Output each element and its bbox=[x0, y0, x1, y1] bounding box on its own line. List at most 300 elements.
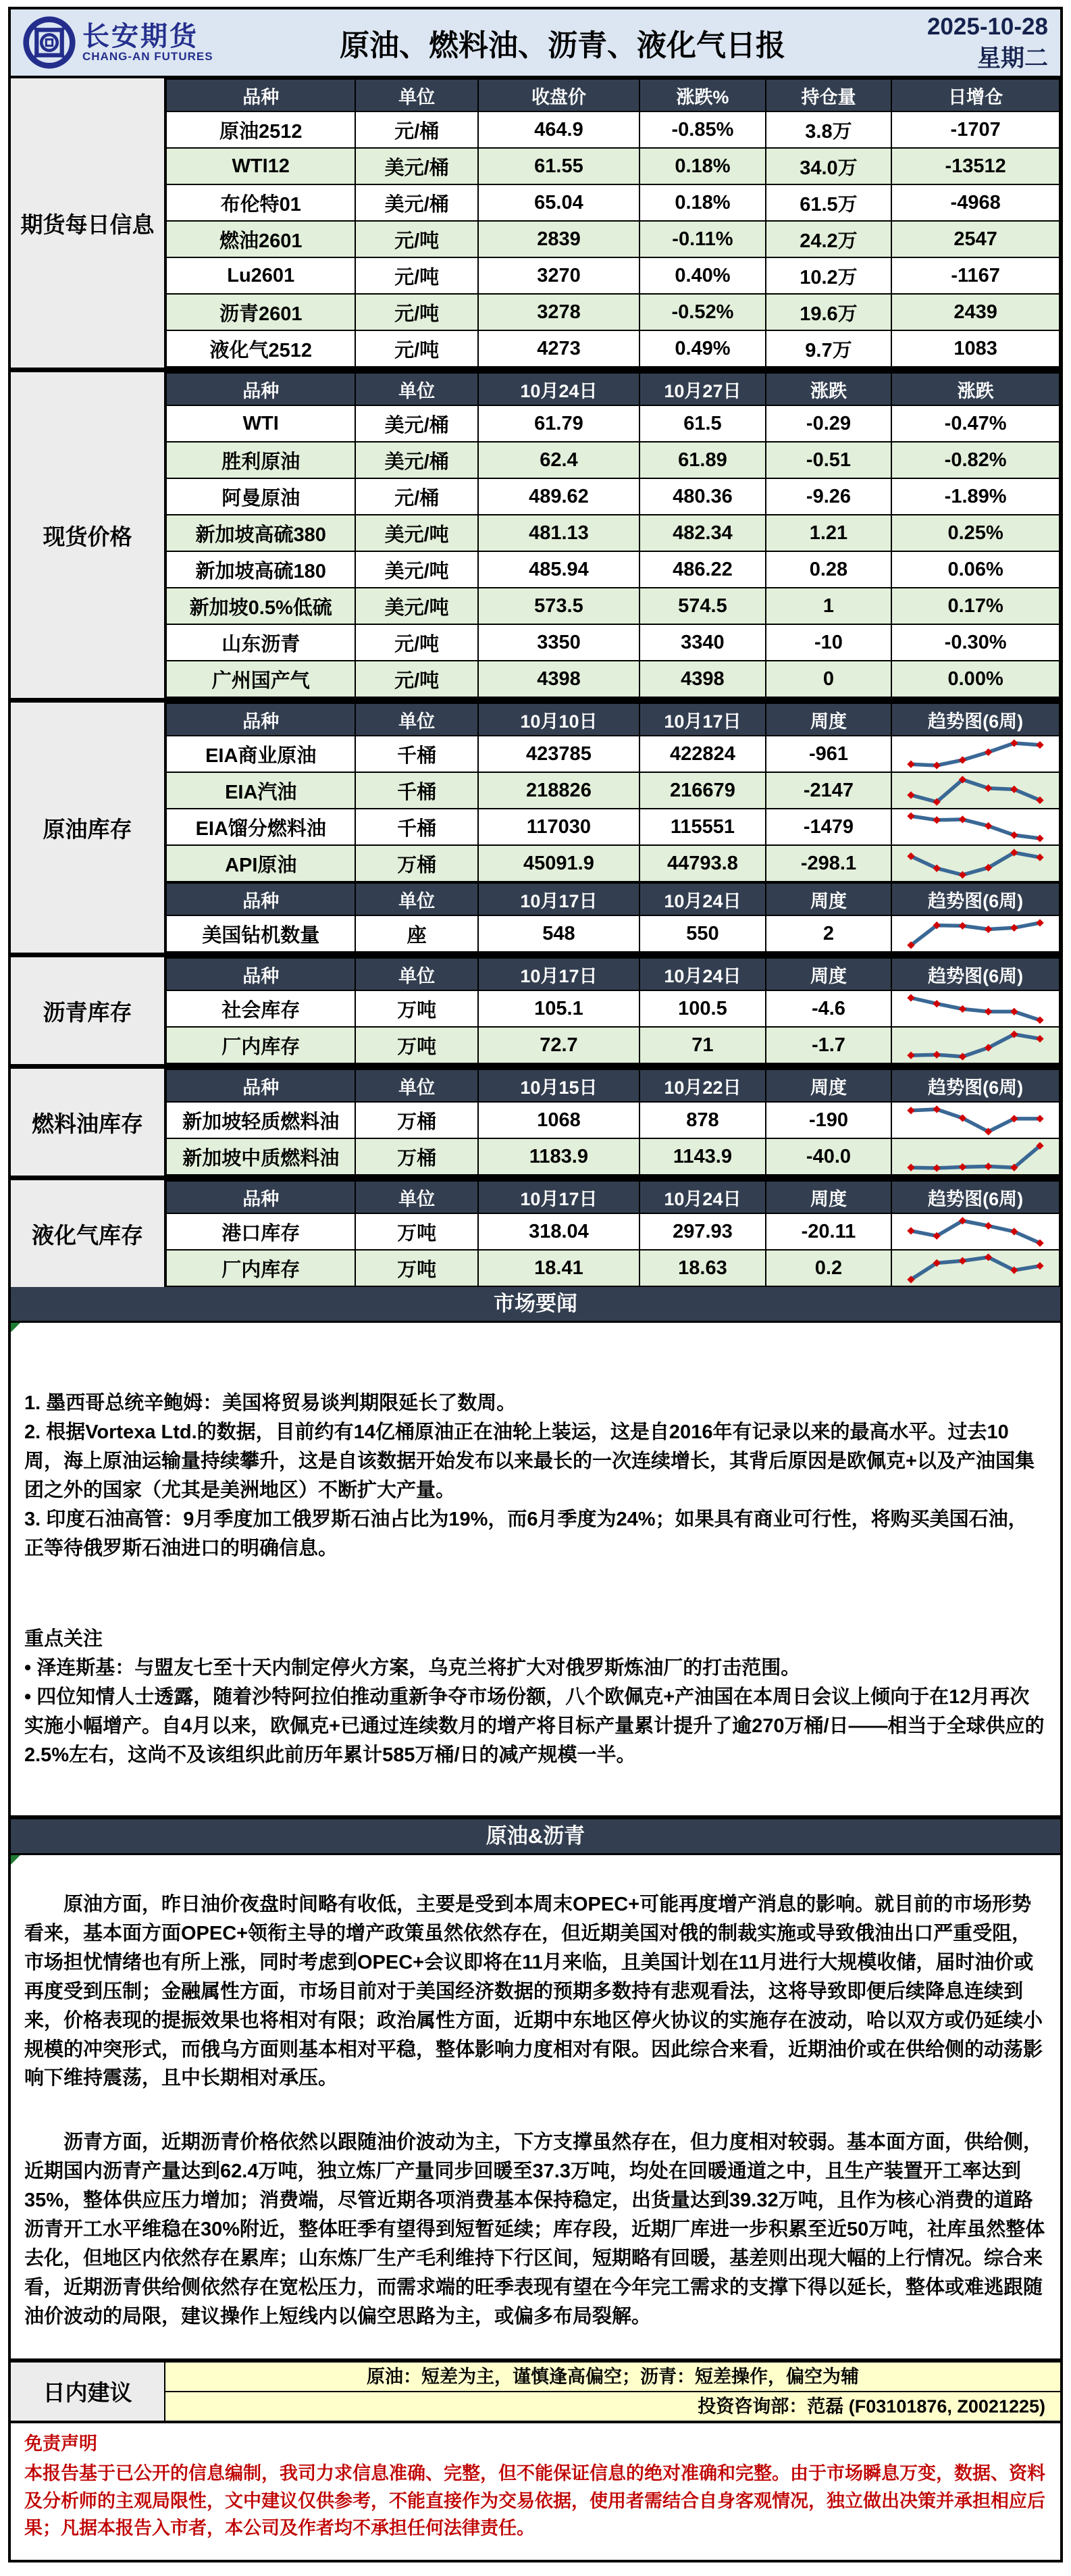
value-cell: 万吨 bbox=[355, 1027, 477, 1063]
value-cell: 万桶 bbox=[355, 1138, 477, 1175]
trend-cell bbox=[891, 736, 1060, 772]
value-cell: -190 bbox=[766, 1102, 892, 1138]
column-header: 周度 bbox=[766, 883, 892, 915]
value-cell: 0.2 bbox=[766, 1250, 892, 1286]
advice-label: 日内建议 bbox=[11, 2363, 165, 2421]
column-header: 收盘价 bbox=[478, 79, 639, 111]
value-cell: 2439 bbox=[891, 294, 1060, 330]
section-tables bbox=[165, 957, 1060, 1064]
value-cell: 423785 bbox=[478, 736, 639, 772]
value-cell: 61.5 bbox=[639, 405, 766, 442]
section-tables bbox=[165, 372, 1060, 698]
value-cell: 24.2万 bbox=[766, 221, 892, 257]
trend-sparkline-chart bbox=[903, 1141, 1048, 1172]
value-cell: 2 bbox=[766, 915, 892, 952]
value-cell: 4398 bbox=[478, 661, 639, 697]
row-name-cell: 社会库存 bbox=[166, 990, 355, 1027]
section-lpg-inventory bbox=[11, 1180, 1060, 1287]
logo-text bbox=[82, 22, 213, 63]
table-row bbox=[166, 515, 1060, 551]
value-cell: -1479 bbox=[766, 809, 892, 845]
text-line: • 四位知情人士透露，随着沙特阿拉伯推动重新争夺市场份额，八个欧佩克+产油国在本周日会议上倾向于在12月再次实施小幅增产。自4月以来，欧佩克+已通过连续数月的增产将目标产量累计提升了逾270万桶/日——相当于全球供应的2.5%左右，这尚不及该组织此前历年累计585万桶/日的减产规模一半。 bbox=[24, 1686, 1045, 1767]
trend-cell bbox=[891, 990, 1060, 1027]
row-name-cell: WTI bbox=[166, 405, 355, 442]
value-cell: 318.04 bbox=[478, 1213, 639, 1250]
header-row bbox=[166, 373, 1060, 405]
value-cell: -0.51 bbox=[766, 442, 892, 478]
value-cell: -1.89% bbox=[891, 478, 1060, 515]
table-row bbox=[166, 661, 1060, 697]
value-cell: 3270 bbox=[478, 257, 639, 294]
value-cell: -0.82% bbox=[891, 442, 1060, 478]
advice-body bbox=[165, 2363, 1060, 2421]
column-header: 单位 bbox=[355, 1069, 477, 1102]
column-header: 单位 bbox=[355, 373, 477, 405]
value-cell: 71 bbox=[639, 1027, 766, 1063]
column-header: 品种 bbox=[166, 703, 355, 736]
table-row bbox=[166, 1250, 1060, 1286]
value-cell: 元/吨 bbox=[355, 257, 477, 294]
column-header: 10月24日 bbox=[639, 958, 766, 990]
logo-name-en: CHANG-AN FUTURES bbox=[82, 50, 213, 64]
trend-sparkline-chart bbox=[903, 775, 1048, 806]
column-header: 10月22日 bbox=[639, 1069, 766, 1102]
value-cell: -298.1 bbox=[766, 845, 892, 882]
row-name-cell: 燃油2601 bbox=[166, 221, 355, 257]
focus-title: 重点关注 bbox=[24, 1628, 103, 1650]
row-name-cell: 胜利原油 bbox=[166, 442, 355, 478]
value-cell: 0 bbox=[766, 661, 892, 697]
table-row bbox=[166, 845, 1060, 882]
column-header: 单位 bbox=[355, 703, 477, 736]
value-cell: 3350 bbox=[478, 624, 639, 661]
table-row bbox=[166, 809, 1060, 845]
value-cell: 0.49% bbox=[639, 330, 766, 367]
value-cell: 878 bbox=[639, 1102, 766, 1138]
value-cell: 480.36 bbox=[639, 478, 766, 515]
column-header: 品种 bbox=[166, 1069, 355, 1102]
section-label-futures-daily: 期货每日信息 bbox=[11, 78, 165, 368]
cell-corner-marker bbox=[11, 1855, 20, 1865]
table-row bbox=[166, 1213, 1060, 1250]
value-cell: -4.6 bbox=[766, 990, 892, 1027]
table-row bbox=[166, 111, 1060, 148]
column-header: 周度 bbox=[766, 703, 892, 736]
value-cell: 元/吨 bbox=[355, 624, 477, 661]
data-table bbox=[165, 957, 1060, 1064]
table-row bbox=[166, 442, 1060, 478]
value-cell: 万桶 bbox=[355, 845, 477, 882]
table-row bbox=[166, 478, 1060, 515]
text-line: 原油方面，昨日油价夜盘时间略有收低，主要是受到本周末OPEC+可能再度增产消息的影响。就目前的市场形势看来，基本面方面OPEC+领衔主导的增产政策虽然依然存在，但近期美国对俄的制裁实施或导致俄油出口严重受阻，市场担忧情绪也有所上涨，同时考虑到OPEC+会议即将在11月来临，且美国计划在11月进行大规模收储，届时油价或再度受到压制；金融属性方面，市场目前对于美国经济数据的预期多数持有悲观看法，这将导致即便后续降息连续到来，价格表现的提振效果也将相对有限；政治属性方面，近期中东地区停火协议的实施存在波动，哈以双方或仍延续小规模的冲突形式，而俄乌方面则基本相对平稳，整体影响力度相对有限。因此综合来看，近期油价或在供给侧的动荡影响下维持震荡，且中长期相对承压。 bbox=[24, 1894, 1043, 2090]
value-cell: 千桶 bbox=[355, 809, 477, 845]
company-logo bbox=[23, 16, 246, 69]
value-cell: 18.41 bbox=[478, 1250, 639, 1286]
value-cell: 0.40% bbox=[639, 257, 766, 294]
table-row bbox=[166, 405, 1060, 442]
trend-cell bbox=[891, 915, 1060, 952]
value-cell: 元/桶 bbox=[355, 478, 477, 515]
column-header: 趋势图(6周) bbox=[891, 958, 1060, 990]
report-date: 2025-10-28 bbox=[926, 13, 1048, 40]
market-news-band: 市场要闻 bbox=[11, 1287, 1060, 1323]
value-cell: 550 bbox=[639, 915, 766, 952]
value-cell: 72.7 bbox=[478, 1027, 639, 1063]
trend-cell bbox=[891, 1250, 1060, 1286]
column-header: 趋势图(6周) bbox=[891, 1069, 1060, 1102]
value-cell: 元/吨 bbox=[355, 221, 477, 257]
value-cell: 216679 bbox=[639, 772, 766, 809]
row-name-cell: 布伦特01 bbox=[166, 184, 355, 221]
column-header: 10月17日 bbox=[478, 1181, 639, 1213]
section-tables bbox=[165, 1069, 1060, 1176]
value-cell: 481.13 bbox=[478, 515, 639, 551]
section-label-spot-price: 现货价格 bbox=[11, 372, 165, 698]
value-cell: -40.0 bbox=[766, 1138, 892, 1175]
text-line: 1. 墨西哥总统辛鲍姆：美国将贸易谈判期限延长了数周。 bbox=[24, 1392, 517, 1414]
column-header: 10月24日 bbox=[639, 1181, 766, 1213]
section-label-bitumen-inventory: 沥青库存 bbox=[11, 957, 165, 1064]
table-row bbox=[166, 624, 1060, 661]
value-cell: 2839 bbox=[478, 221, 639, 257]
report-weekday: 星期二 bbox=[976, 45, 1048, 72]
table-row bbox=[166, 221, 1060, 257]
value-cell: 573.5 bbox=[478, 588, 639, 624]
column-header: 日增仓 bbox=[891, 79, 1060, 111]
column-header: 10月24日 bbox=[478, 373, 639, 405]
value-cell: 美元/吨 bbox=[355, 551, 477, 588]
section-fuel-inventory bbox=[11, 1069, 1060, 1180]
value-cell: 44793.8 bbox=[639, 845, 766, 882]
value-cell: 0.17% bbox=[891, 588, 1060, 624]
trend-sparkline-chart bbox=[903, 1253, 1048, 1284]
value-cell: 3340 bbox=[639, 624, 766, 661]
trend-sparkline-chart bbox=[903, 1105, 1048, 1136]
value-cell: 千桶 bbox=[355, 772, 477, 809]
column-header: 单位 bbox=[355, 79, 477, 111]
value-cell: 482.34 bbox=[639, 515, 766, 551]
data-table bbox=[165, 882, 1060, 953]
value-cell: 万吨 bbox=[355, 990, 477, 1027]
column-header: 涨跌 bbox=[891, 373, 1060, 405]
value-cell: -1167 bbox=[891, 257, 1060, 294]
column-header: 单位 bbox=[355, 1181, 477, 1213]
analysis-paragraphs bbox=[24, 1890, 1047, 2331]
value-cell: 0.18% bbox=[639, 184, 766, 221]
column-header: 10月27日 bbox=[639, 373, 766, 405]
value-cell: 0.28 bbox=[766, 551, 892, 588]
value-cell: 61.89 bbox=[639, 442, 766, 478]
trend-cell bbox=[891, 809, 1060, 845]
trend-sparkline-chart bbox=[903, 918, 1048, 949]
table-row bbox=[166, 257, 1060, 294]
value-cell: 105.1 bbox=[478, 990, 639, 1027]
value-cell: -0.85% bbox=[639, 111, 766, 148]
value-cell: 34.0万 bbox=[766, 148, 892, 184]
value-cell: 3278 bbox=[478, 294, 639, 330]
trend-sparkline-chart bbox=[903, 993, 1048, 1024]
value-cell: 19.6万 bbox=[766, 294, 892, 330]
data-table bbox=[165, 1069, 1060, 1176]
column-header: 10月15日 bbox=[478, 1069, 639, 1102]
data-table bbox=[165, 703, 1060, 882]
value-cell: -10 bbox=[766, 624, 892, 661]
value-cell: -0.30% bbox=[891, 624, 1060, 661]
value-cell: -9.26 bbox=[766, 478, 892, 515]
value-cell: 218826 bbox=[478, 772, 639, 809]
row-name-cell: EIA馏分燃料油 bbox=[166, 809, 355, 845]
section-spot-price bbox=[11, 372, 1060, 703]
column-header: 品种 bbox=[166, 79, 355, 111]
market-news-body bbox=[11, 1323, 1060, 1819]
value-cell: 1143.9 bbox=[639, 1138, 766, 1175]
trend-cell bbox=[891, 772, 1060, 809]
table-row bbox=[166, 772, 1060, 809]
row-name-cell: 新加坡高硫180 bbox=[166, 551, 355, 588]
analysis-body bbox=[11, 1855, 1060, 2363]
value-cell: 0.00% bbox=[891, 661, 1060, 697]
value-cell: 297.93 bbox=[639, 1213, 766, 1250]
section-label-lpg-inventory: 液化气库存 bbox=[11, 1180, 165, 1287]
value-cell: 元/吨 bbox=[355, 294, 477, 330]
value-cell: 9.7万 bbox=[766, 330, 892, 367]
trend-sparkline-chart bbox=[903, 1216, 1048, 1247]
value-cell: 61.79 bbox=[478, 405, 639, 442]
value-cell: 千桶 bbox=[355, 736, 477, 772]
value-cell: 万吨 bbox=[355, 1213, 477, 1250]
value-cell: 62.4 bbox=[478, 442, 639, 478]
trend-cell bbox=[891, 1213, 1060, 1250]
header-row bbox=[166, 958, 1060, 990]
report-frame bbox=[8, 7, 1063, 2562]
value-cell: 65.04 bbox=[478, 184, 639, 221]
section-tables bbox=[165, 1180, 1060, 1287]
row-name-cell: EIA汽油 bbox=[166, 772, 355, 809]
text-line: 2. 根据Vortexa Ltd.的数据，目前约有14亿桶原油正在油轮上装运，这是自2016年有记录以来的最高水平。过去10周，海上原油运输量持续攀升，这是自该数据开始发布以来最长的一次连续增长，其背后原因是欧佩克+以及产油国集团之外的国家（尤其是美洲地区）不断扩大产量。 bbox=[24, 1421, 1035, 1501]
table-row bbox=[166, 294, 1060, 330]
table-row bbox=[166, 1102, 1060, 1138]
data-table bbox=[165, 78, 1060, 368]
value-cell: 美元/吨 bbox=[355, 588, 477, 624]
header-row bbox=[166, 79, 1060, 111]
focus-items bbox=[24, 1654, 1047, 1770]
text-line: 沥青方面，近期沥青价格依然以跟随油价波动为主，下方支撑虽然存在，但力度相对较弱。基本面方面，供给侧，近期国内沥青产量达到62.4万吨，独立炼厂产量同步回暖至37.3万吨，均处在回暖通道之中，且生产装置开工率达到35%，整体供应压力增加；消费端，尽管近期各项消费基本保持稳定，出货量达到39.32万吨，且作为核心消费的道路沥青开工水平维稳在30%附近，整体旺季有望得到短暂延续；库存段，近期厂库进一步积累至近50万吨，社库虽然整体去化，但地区内依然存在累库；山东炼厂生产毛利维持下行区间，短期略有回暖，基差则出现大幅的上行情况。综合来看，近期沥青供给侧依然存在宽松压力，而需求端的旺季表现有望在今年完工需求的支撑下得以延长，整体或难逃跟随油价波动的局限，建议操作上短线内以偏空思路为主，或偏多布局裂解。 bbox=[24, 2131, 1045, 2327]
value-cell: -1707 bbox=[891, 111, 1060, 148]
value-cell: 万吨 bbox=[355, 1250, 477, 1286]
value-cell: -0.11% bbox=[639, 221, 766, 257]
disclaimer-text: 本报告基于已公开的信息编制，我司力求信息准确、完整，但不能保证信息的绝对准确和完整。由于市场瞬息万变，数据、资料及分析师的主观局限性，文中建议仅供参考，不能直接作为交易依据，使用者需结合自身客观情况，独立做出决策并承担相应后果；凡据本报告入市者，本公司及作者均不承担任何法律责任。 bbox=[24, 2463, 1045, 2539]
value-cell: 元/桶 bbox=[355, 111, 477, 148]
row-name-cell: 新加坡0.5%低硫 bbox=[166, 588, 355, 624]
value-cell: 1068 bbox=[478, 1102, 639, 1138]
table-sections bbox=[11, 78, 1060, 1287]
row-name-cell: 厂内库存 bbox=[166, 1250, 355, 1286]
trend-cell bbox=[891, 1102, 1060, 1138]
value-cell: 1183.9 bbox=[478, 1138, 639, 1175]
value-cell: 美元/桶 bbox=[355, 442, 477, 478]
value-cell: -13512 bbox=[891, 148, 1060, 184]
value-cell: -4968 bbox=[891, 184, 1060, 221]
value-cell: 464.9 bbox=[478, 111, 639, 148]
table-row bbox=[166, 1027, 1060, 1063]
title-bar bbox=[11, 9, 1060, 78]
value-cell: 美元/吨 bbox=[355, 515, 477, 551]
report-date-block bbox=[879, 11, 1048, 75]
table-row bbox=[166, 148, 1060, 184]
column-header: 持仓量 bbox=[766, 79, 892, 111]
value-cell: 18.63 bbox=[639, 1250, 766, 1286]
header-row bbox=[166, 1069, 1060, 1102]
value-cell: -0.47% bbox=[891, 405, 1060, 442]
value-cell: 2547 bbox=[891, 221, 1060, 257]
value-cell: 115551 bbox=[639, 809, 766, 845]
text-line: 3. 印度石油高管：9月季度加工俄罗斯石油占比为19%，而6月季度为24%；如果具有商业可行性，将购买美国石油，正等待俄罗斯石油进口的明确信息。 bbox=[24, 1508, 1028, 1559]
value-cell: 548 bbox=[478, 915, 639, 952]
header-row bbox=[166, 1181, 1060, 1213]
value-cell: 元/吨 bbox=[355, 661, 477, 697]
coin-emblem-icon bbox=[23, 16, 76, 69]
row-name-cell: WTI12 bbox=[166, 148, 355, 184]
column-header: 趋势图(6周) bbox=[891, 1181, 1060, 1213]
header-row bbox=[166, 883, 1060, 915]
column-header: 10月17日 bbox=[478, 883, 639, 915]
column-header: 周度 bbox=[766, 958, 892, 990]
value-cell: 美元/桶 bbox=[355, 184, 477, 221]
disclaimer bbox=[11, 2423, 1060, 2560]
column-header: 涨跌% bbox=[639, 79, 766, 111]
value-cell: 486.22 bbox=[639, 551, 766, 588]
column-header: 趋势图(6周) bbox=[891, 883, 1060, 915]
column-header: 10月17日 bbox=[478, 958, 639, 990]
row-name-cell: 广州国产气 bbox=[166, 661, 355, 697]
table-row bbox=[166, 1138, 1060, 1175]
report-title: 原油、燃料油、沥青、液化气日报 bbox=[340, 29, 785, 62]
value-cell: 485.94 bbox=[478, 551, 639, 588]
value-cell: 4398 bbox=[639, 661, 766, 697]
column-header: 品种 bbox=[166, 1181, 355, 1213]
row-name-cell: 沥青2601 bbox=[166, 294, 355, 330]
table-row bbox=[166, 588, 1060, 624]
text-line: • 泽连斯基：与盟友七至十天内制定停火方案，乌克兰将扩大对俄罗斯炼油厂的打击范围。 bbox=[24, 1657, 801, 1680]
column-header: 品种 bbox=[166, 883, 355, 915]
value-cell: 万桶 bbox=[355, 1102, 477, 1138]
cell-corner-marker bbox=[11, 1323, 20, 1332]
column-header: 品种 bbox=[166, 958, 355, 990]
data-table bbox=[165, 372, 1060, 698]
row-name-cell: 山东沥青 bbox=[166, 624, 355, 661]
column-header: 单位 bbox=[355, 958, 477, 990]
section-bitumen-inventory bbox=[11, 957, 1060, 1069]
row-name-cell: 新加坡轻质燃料油 bbox=[166, 1102, 355, 1138]
value-cell: 座 bbox=[355, 915, 477, 952]
value-cell: -961 bbox=[766, 736, 892, 772]
value-cell: -20.11 bbox=[766, 1213, 892, 1250]
value-cell: 45091.9 bbox=[478, 845, 639, 882]
value-cell: 422824 bbox=[639, 736, 766, 772]
value-cell: 1083 bbox=[891, 330, 1060, 367]
value-cell: -0.52% bbox=[639, 294, 766, 330]
value-cell: 574.5 bbox=[639, 588, 766, 624]
analysis-band: 原油&沥青 bbox=[11, 1819, 1060, 1855]
value-cell: 0.18% bbox=[639, 148, 766, 184]
value-cell: -2147 bbox=[766, 772, 892, 809]
column-header: 10月10日 bbox=[478, 703, 639, 736]
value-cell: 61.55 bbox=[478, 148, 639, 184]
trend-sparkline-chart bbox=[903, 738, 1048, 769]
value-cell: 10.2万 bbox=[766, 257, 892, 294]
table-row bbox=[166, 915, 1060, 952]
column-header: 趋势图(6周) bbox=[891, 703, 1060, 736]
value-cell: -0.29 bbox=[766, 405, 892, 442]
report-page bbox=[0, 7, 1071, 2562]
data-table bbox=[165, 1180, 1060, 1287]
column-header: 10月17日 bbox=[639, 703, 766, 736]
intraday-advice bbox=[11, 2363, 1060, 2423]
value-cell: 4273 bbox=[478, 330, 639, 367]
table-row bbox=[166, 990, 1060, 1027]
table-row bbox=[166, 736, 1060, 772]
news-items bbox=[24, 1389, 1047, 1563]
value-cell: -1.7 bbox=[766, 1027, 892, 1063]
column-header: 10月24日 bbox=[639, 883, 766, 915]
value-cell: 61.5万 bbox=[766, 184, 892, 221]
column-header: 周度 bbox=[766, 1181, 892, 1213]
value-cell: 117030 bbox=[478, 809, 639, 845]
advice-recommendation: 原油：短差为主，谨慎逢高偏空；沥青：短差操作，偏空为辅 bbox=[165, 2363, 1060, 2392]
table-row bbox=[166, 330, 1060, 367]
row-name-cell: 新加坡高硫380 bbox=[166, 515, 355, 551]
advice-analyst: 投资咨询部：范磊 (F03101876, Z0021225) bbox=[698, 2396, 1045, 2417]
value-cell: 元/吨 bbox=[355, 330, 477, 367]
row-name-cell: 液化气2512 bbox=[166, 330, 355, 367]
row-name-cell: 美国钻机数量 bbox=[166, 915, 355, 952]
value-cell: 1 bbox=[766, 588, 892, 624]
row-name-cell: 原油2512 bbox=[166, 111, 355, 148]
logo-name-cn: 长安期货 bbox=[82, 22, 199, 52]
header-row bbox=[166, 703, 1060, 736]
trend-sparkline-chart bbox=[903, 848, 1048, 879]
value-cell: 美元/桶 bbox=[355, 405, 477, 442]
value-cell: 3.8万 bbox=[766, 111, 892, 148]
row-name-cell: 厂内库存 bbox=[166, 1027, 355, 1063]
trend-sparkline-chart bbox=[903, 1030, 1048, 1061]
table-row bbox=[166, 184, 1060, 221]
value-cell: 100.5 bbox=[639, 990, 766, 1027]
value-cell: 1.21 bbox=[766, 515, 892, 551]
row-name-cell: 港口库存 bbox=[166, 1213, 355, 1250]
trend-cell bbox=[891, 1138, 1060, 1175]
table-row bbox=[166, 551, 1060, 588]
value-cell: 0.06% bbox=[891, 551, 1060, 588]
row-name-cell: 新加坡中质燃料油 bbox=[166, 1138, 355, 1175]
disclaimer-title: 免责声明 bbox=[24, 2433, 97, 2454]
column-header: 周度 bbox=[766, 1069, 892, 1102]
row-name-cell: API原油 bbox=[166, 845, 355, 882]
trend-sparkline-chart bbox=[903, 811, 1048, 842]
column-header: 单位 bbox=[355, 883, 477, 915]
section-label-crude-inventory: 原油库存 bbox=[11, 703, 165, 953]
trend-cell bbox=[891, 1027, 1060, 1063]
section-label-fuel-inventory: 燃料油库存 bbox=[11, 1069, 165, 1176]
column-header: 品种 bbox=[166, 373, 355, 405]
section-tables bbox=[165, 703, 1060, 953]
section-tables bbox=[165, 78, 1060, 368]
section-crude-inventory bbox=[11, 703, 1060, 957]
value-cell: 美元/桶 bbox=[355, 148, 477, 184]
trend-cell bbox=[891, 845, 1060, 882]
row-name-cell: EIA商业原油 bbox=[166, 736, 355, 772]
row-name-cell: 阿曼原油 bbox=[166, 478, 355, 515]
